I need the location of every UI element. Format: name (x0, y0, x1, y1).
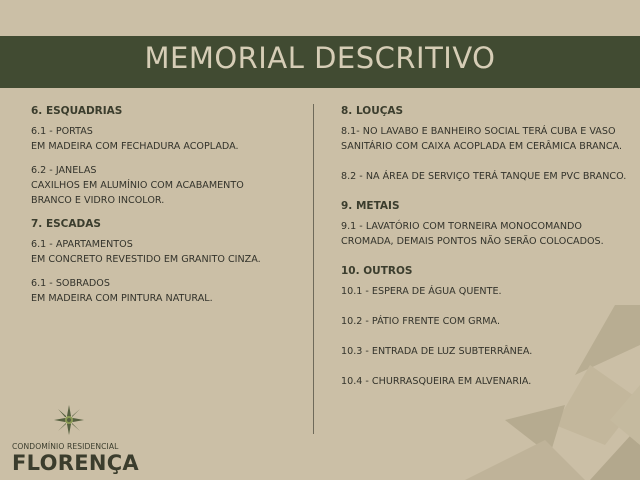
logo-subtitle: CONDOMÍNIO RESIDENCIAL (12, 442, 119, 451)
section-title-outros: 10. OUTROS (341, 265, 413, 277)
section-title-metais: 9. METAIS (341, 200, 400, 212)
item-lavabo-2: SANITÁRIO COM CAIXA ACOPLADA EM CERÂMICA BRANCA. (341, 141, 623, 152)
right-column (341, 104, 633, 389)
column-divider (313, 104, 314, 434)
item-churrasqueira: 10.4 - CHURRASQUEIRA EM ALVENARIA. (341, 376, 532, 387)
page-title: MEMORIAL DESCRITIVO (144, 41, 496, 75)
item-lavatorio-2: CROMADA, DEMAIS PONTOS NÃO SERÃO COLOCADOS. (341, 236, 604, 247)
logo (12, 405, 142, 477)
item-lavatorio-1: 9.1 - LAVATÓRIO COM TORNEIRA MONOCOMANDO (341, 221, 582, 232)
item-patio: 10.2 - PÁTIO FRENTE COM GRMA. (341, 316, 500, 327)
section-title-escadas: 7. ESCADAS (31, 218, 101, 230)
section-title-loucas: 8. LOUÇAS (341, 105, 404, 117)
item-area-servico: 8.2 - NA ÁREA DE SERVIÇO TERÁ TANQUE EM PVC BRANCO. (341, 171, 627, 182)
item-janelas-desc-1: CAXILHOS EM ALUMÍNIO COM ACABAMENTO (31, 180, 244, 191)
item-sobrados-label: 6.1 - SOBRADOS (31, 278, 110, 289)
star-emblem-icon (54, 405, 84, 435)
left-column (31, 104, 301, 306)
item-janelas-label: 6.2 - JANELAS (31, 165, 97, 176)
item-janelas-desc-2: BRANCO E VIDRO INCOLOR. (31, 195, 165, 206)
item-portas-desc: EM MADEIRA COM FECHADURA ACOPLADA. (31, 141, 239, 152)
section-title-esquadrias: 6. ESQUADRIAS (31, 105, 123, 117)
item-portas-label: 6.1 - PORTAS (31, 126, 93, 137)
item-agua-quente: 10.1 - ESPERA DE ÁGUA QUENTE. (341, 286, 502, 297)
logo-name: FLORENÇA (12, 451, 139, 475)
item-apartamentos-desc: EM CONCRETO REVESTIDO EM GRANITO CINZA. (31, 254, 261, 265)
item-sobrados-desc: EM MADEIRA COM PINTURA NATURAL. (31, 293, 213, 304)
item-apartamentos-label: 6.1 - APARTAMENTOS (31, 239, 133, 250)
item-entrada-luz: 10.3 - ENTRADA DE LUZ SUBTERRÂNEA. (341, 346, 533, 357)
item-lavabo-1: 8.1- NO LAVABO E BANHEIRO SOCIAL TERÁ CUBA E VASO (341, 126, 616, 137)
